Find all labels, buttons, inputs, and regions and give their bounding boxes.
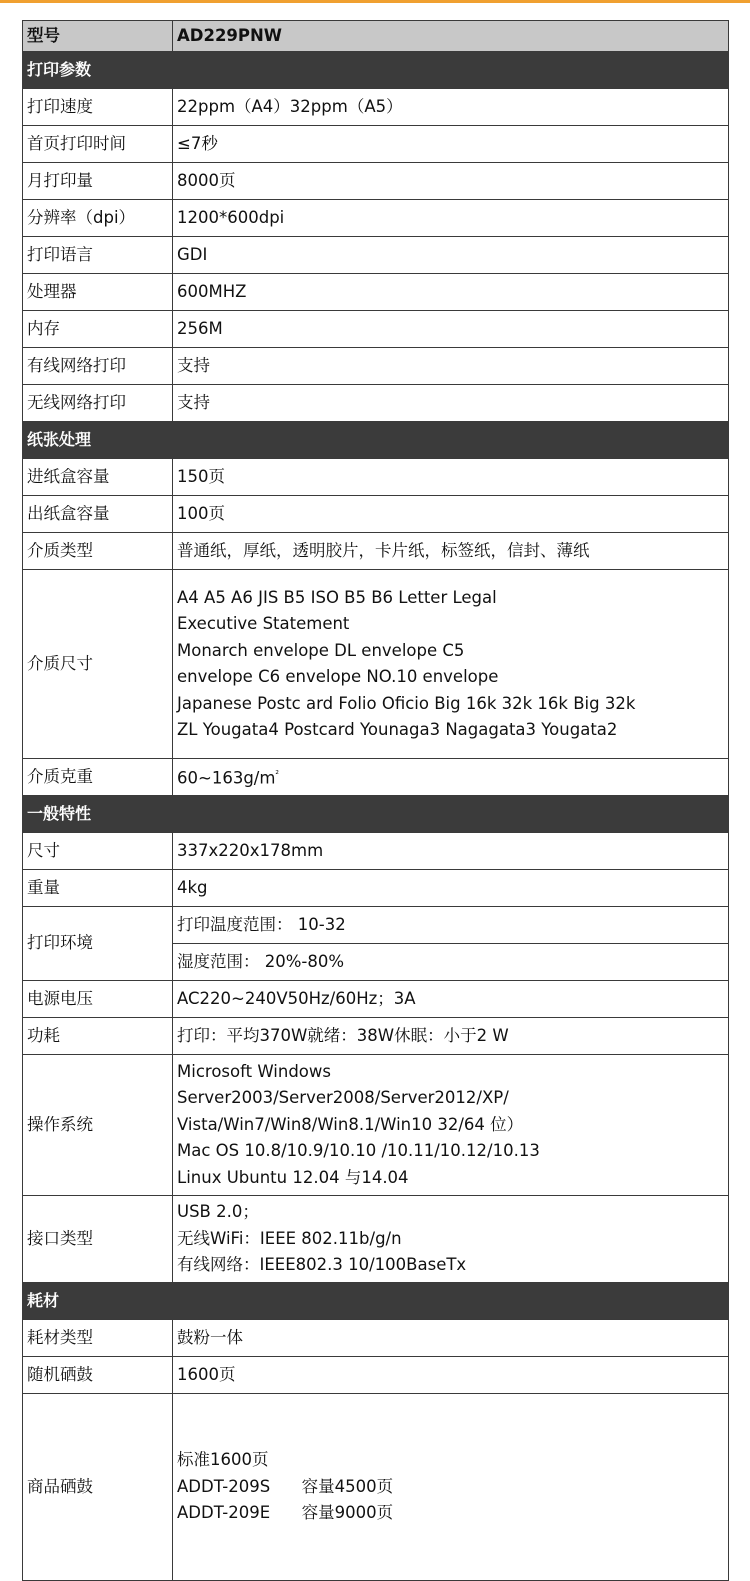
row-value: 1200*600dpi — [173, 200, 729, 237]
row-value: 150页 — [173, 459, 729, 496]
spec-table — [22, 20, 729, 1581]
row-value: 打印温度范围： 10-32 — [173, 907, 729, 944]
superscript: ² — [275, 770, 280, 780]
row-label: 操作系统 — [23, 1055, 173, 1196]
row-value: 1600页 — [173, 1357, 729, 1394]
text-line: Linux Ubuntu 12.04 与14.04 — [177, 1167, 409, 1187]
row-value: AC220~240V50Hz/60Hz；3A — [173, 981, 729, 1018]
table-row — [23, 1357, 729, 1394]
row-value: 打印：平均370W就绪：38W休眠：小于2 W — [173, 1018, 729, 1055]
section-title: 一般特性 — [23, 796, 729, 833]
row-label: 接口类型 — [23, 1196, 173, 1283]
row-value-multiline — [173, 570, 729, 759]
row-label: 处理器 — [23, 274, 173, 311]
row-label: 内存 — [23, 311, 173, 348]
row-value: 600MHZ — [173, 274, 729, 311]
row-label: 月打印量 — [23, 163, 173, 200]
row-label: 进纸盒容量 — [23, 459, 173, 496]
table-row — [23, 1196, 729, 1283]
text-line: Mac OS 10.8/10.9/10.10 /10.11/10.12/10.13 — [177, 1141, 540, 1161]
model-label: 型号 — [23, 21, 173, 52]
table-row — [23, 1018, 729, 1055]
row-value: 4kg — [173, 870, 729, 907]
row-value: 支持 — [173, 348, 729, 385]
table-row — [23, 533, 729, 570]
text-line: 标准1600页 — [177, 1450, 269, 1469]
row-label: 耗材类型 — [23, 1320, 173, 1357]
row-value-multiline — [173, 1394, 729, 1581]
row-label: 介质克重 — [23, 759, 173, 796]
weight-value: 60~163g/m — [177, 768, 276, 788]
text-line: envelope C6 envelope NO.10 envelope — [177, 667, 499, 686]
text-line: USB 2.0； — [177, 1202, 259, 1222]
table-row — [23, 1055, 729, 1196]
row-value: 256M — [173, 311, 729, 348]
table-row — [23, 126, 729, 163]
row-value — [173, 759, 729, 796]
text-line: ADDT-209E 容量9000页 — [177, 1503, 394, 1522]
table-row — [23, 385, 729, 422]
row-label: 首页打印时间 — [23, 126, 173, 163]
row-value: 22ppm（A4）32ppm（A5） — [173, 89, 729, 126]
table-row — [23, 570, 729, 759]
section-header-supplies — [23, 1283, 729, 1320]
table-row — [23, 1320, 729, 1357]
text-line: Microsoft Windows — [177, 1061, 331, 1081]
row-value: 普通纸，厚纸，透明胶片，卡片纸，标签纸，信封、薄纸 — [173, 533, 729, 570]
section-title: 纸张处理 — [23, 422, 729, 459]
row-label: 介质尺寸 — [23, 570, 173, 759]
text-line: Japanese Postc ard Folio Oficio Big 16k 32k 16k Big 32k — [177, 693, 636, 713]
table-row — [23, 200, 729, 237]
row-label: 打印语言 — [23, 237, 173, 274]
row-label: 电源电压 — [23, 981, 173, 1018]
text-line: ADDT-209S 容量4500页 — [177, 1476, 394, 1496]
row-value: ≤7秒 — [173, 126, 729, 163]
row-value: GDI — [173, 237, 729, 274]
row-label: 有线网络打印 — [23, 348, 173, 385]
section-title: 打印参数 — [23, 52, 729, 89]
row-label: 商品硒鼓 — [23, 1394, 173, 1581]
row-label: 无线网络打印 — [23, 385, 173, 422]
text-line: Monarch envelope DL envelope C5 — [177, 640, 465, 660]
table-row — [23, 496, 729, 533]
table-row — [23, 459, 729, 496]
table-row — [23, 237, 729, 274]
row-value-multiline — [173, 1196, 729, 1283]
text-line: Server2003/Server2008/Server2012/XP/ — [177, 1088, 509, 1108]
text-line: Vista/Win7/Win8/Win8.1/Win10 32/64 位） — [177, 1114, 524, 1134]
row-label: 重量 — [23, 870, 173, 907]
row-value-multiline — [173, 1055, 729, 1196]
table-row — [23, 759, 729, 796]
text-line: Executive Statement — [177, 614, 350, 633]
row-label: 分辨率（dpi） — [23, 200, 173, 237]
row-label: 介质类型 — [23, 533, 173, 570]
row-value: 337x220x178mm — [173, 833, 729, 870]
section-header-paper — [23, 422, 729, 459]
text-line: ZL Yougata4 Postcard Younaga3 Nagagata3 Yougata2 — [177, 720, 618, 739]
text-line: 无线WiFi：IEEE 802.11b/g/n — [177, 1228, 402, 1248]
table-row — [23, 1394, 729, 1581]
table-row — [23, 163, 729, 200]
text-line: A4 A5 A6 JIS B5 ISO B5 B6 Letter Legal — [177, 587, 497, 607]
row-label: 功耗 — [23, 1018, 173, 1055]
row-label: 打印环境 — [23, 907, 173, 981]
row-value: 鼓粉一体 — [173, 1320, 729, 1357]
section-header-print — [23, 52, 729, 89]
row-value: 8000页 — [173, 163, 729, 200]
row-label: 尺寸 — [23, 833, 173, 870]
table-row — [23, 833, 729, 870]
text-line: 有线网络：IEEE802.3 10/100BaseTx — [177, 1255, 467, 1275]
top-accent-bar — [0, 0, 750, 3]
table-row — [23, 981, 729, 1018]
row-value: 支持 — [173, 385, 729, 422]
row-value: 湿度范围： 20%-80% — [173, 944, 729, 981]
table-row — [23, 89, 729, 126]
table-row — [23, 311, 729, 348]
section-title: 耗材 — [23, 1283, 729, 1320]
table-row — [23, 907, 729, 944]
row-label: 随机硒鼓 — [23, 1357, 173, 1394]
row-label: 打印速度 — [23, 89, 173, 126]
table-header-row — [23, 21, 729, 52]
row-label: 出纸盒容量 — [23, 496, 173, 533]
section-header-general — [23, 796, 729, 833]
table-row — [23, 274, 729, 311]
table-row — [23, 870, 729, 907]
model-value: AD229PNW — [173, 21, 729, 52]
table-row — [23, 348, 729, 385]
row-value: 100页 — [173, 496, 729, 533]
